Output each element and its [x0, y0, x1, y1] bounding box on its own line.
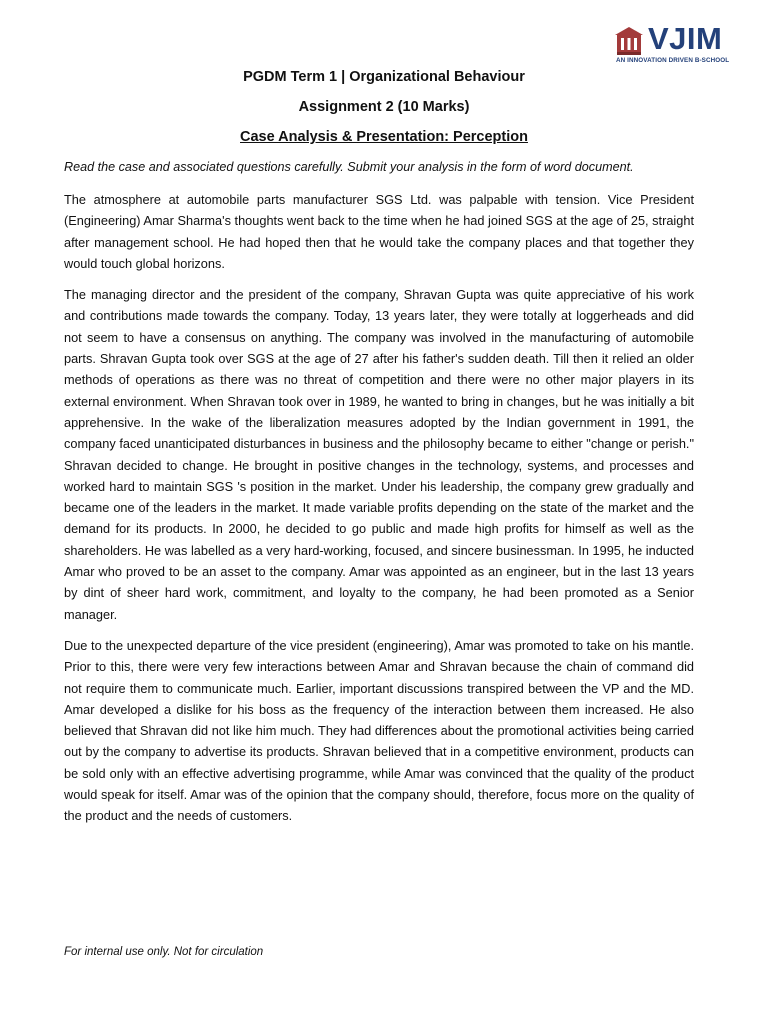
institute-crest-icon	[614, 26, 644, 56]
case-title: Case Analysis & Presentation: Perception	[240, 129, 528, 145]
vjim-logo	[612, 21, 742, 68]
paragraph-3: Due to the unexpected departure of the vice president (engineering), Amar was promoted to take on his mantle. Prior to this, there were very few interactions between Amar and Shravan because the chain of command did not require them to communicate much. Earlier, important discussions transpired between the VP and the MD. Amar developed a dislike for his boss as the frequency of the interaction between them increased. He also believed that Shravan did not like him much. They had differences about the promotional activities being carried out by the company to advertise its products. Shravan believed that in a competitive environment, products can be sold only with an effective advertising programme, while Amar was convinced that the quality of the product would speak for itself. Amar was of the opinion that the company should, therefore, focus more on the quality of the product and the needs of customers.	[64, 637, 694, 824]
paragraph-2: The managing director and the president of the company, Shravan Gupta was quite appreciative of his work and contributions made towards the company. Today, 13 years later, they were totally at loggerheads and did not seem to have a consensus on anything. The company was involved in the manufacturing of automobile parts. Shravan Gupta took over SGS at the age of 27 after his father's sudden death. Till then it relied an older methods of operations as there was no threat of competition and there were no other major players in its external environment. When Shravan took over in 1989, he wanted to bring in changes, but he was initially a bit apprehensive. In the wake of the liberalization measures adopted by the Indian government in 1991, the company faced unanticipated disturbances in business and the philosophy became to either "change or perish." Shravan decided to change. He brought in positive changes in the technology, systems, and processes and worked hard to maintain SGS 's position in the market. Under his leadership, the company grew gradually and became one of the leaders in the market. It made variable profits depending on the state of the market and the demand for its products. In 2000, he decided to go public and made high profits for himself as well as the shareholders. He was labelled as a very hard-working, focused, and sincere businessman. In 1995, he inducted Amar who proved to be an asset to the company. Amar was appointed as an engineer, but in the last 13 years by dint of sheer hard work, commitment, and loyalty to the company, he had been promoted as a Senior manager.	[64, 287, 694, 622]
paragraph-1: The atmosphere at automobile parts manufacturer SGS Ltd. was palpable with tension. Vice President (Engineering) Amar Sharma's thoughts went back to the time when he had joined SGS at the age of 25, straight after management school. He had hoped then that he would take the company places and that together they would touch global horizons.	[64, 192, 694, 271]
case-body	[64, 189, 694, 837]
document-titles	[0, 67, 768, 147]
instructions: Read the case and associated questions carefully. Submit your analysis in the form of word document.	[64, 160, 634, 174]
logo-tagline: AN INNOVATION DRIVEN B-SCHOOL	[616, 57, 730, 64]
logo-wordmark: VJIM	[648, 21, 723, 56]
course-title: PGDM Term 1 | Organizational Behaviour	[243, 69, 525, 85]
assignment-title: Assignment 2 (10 Marks)	[298, 99, 470, 115]
footer-note: For internal use only. Not for circulation	[64, 946, 264, 958]
